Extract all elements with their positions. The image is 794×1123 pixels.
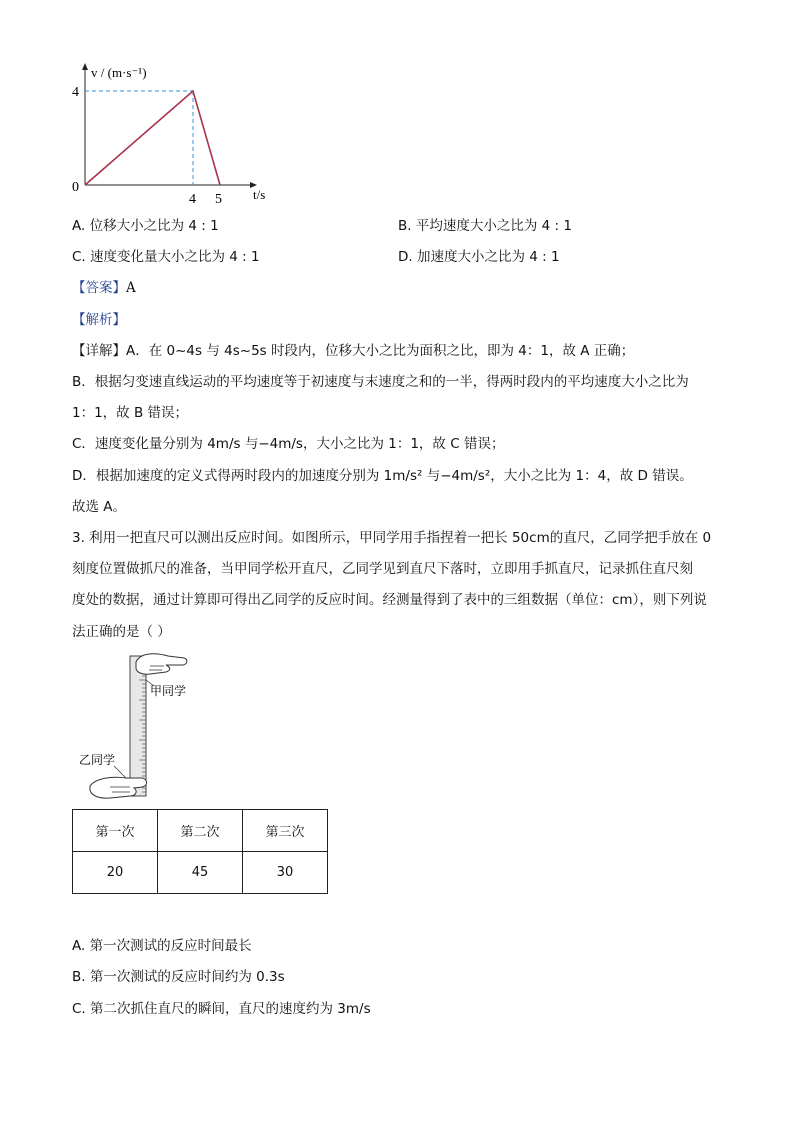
q3-option-b[interactable]: B. 第一次测试的反应时间约为 0.3s bbox=[72, 969, 285, 985]
q3-stem-line: 刻度位置做抓尺的准备，当甲同学松开直尺，乙同学见到直尺下落时，立即用手抓直尺，记录抓住直尺刻 bbox=[72, 561, 693, 577]
analysis-line: C．速度变化量分别为 4m/s 与−4m/s，大小之比为 1：1，故 C 错误； bbox=[72, 436, 505, 452]
q3-option-c[interactable]: C. 第二次抓住直尺的瞬间，直尺的速度约为 3m/s bbox=[72, 1001, 371, 1017]
analysis-line: B．根据匀变速直线运动的平均速度等于初速度与末速度之和的一半，得两时段内的平均速度大小之比为 bbox=[72, 374, 689, 390]
table-row bbox=[73, 852, 328, 894]
top-hand bbox=[136, 654, 187, 674]
table-header-cell: 第二次 bbox=[158, 810, 243, 852]
table-header-cell: 第一次 bbox=[73, 810, 158, 852]
table-cell: 20 bbox=[73, 852, 158, 894]
label-jia: 甲同学 bbox=[150, 684, 187, 698]
measurement-table bbox=[72, 809, 328, 894]
y-axis-label: v / (m·s⁻¹) bbox=[91, 65, 147, 80]
tick-label-y: 4 bbox=[72, 85, 79, 100]
tick-label-x: 5 bbox=[215, 192, 222, 207]
q3-option-a[interactable]: A. 第一次测试的反应时间最长 bbox=[72, 938, 252, 954]
analysis-line: 1：1，故 B 错误； bbox=[72, 405, 189, 421]
table-cell: 30 bbox=[243, 852, 328, 894]
q2-option-d[interactable]: D. 加速度大小之比为 4 : 1 bbox=[398, 249, 560, 265]
answer-label: 【答案】 bbox=[72, 280, 126, 296]
analysis-line: D．根据加速度的定义式得两时段内的加速度分别为 1m/s² 与−4m/s²，大小之比为 1：4，故 D 错误。 bbox=[72, 468, 693, 484]
x-axis-label: t/s bbox=[253, 187, 266, 202]
analysis-label: 【解析】 bbox=[72, 312, 126, 328]
table-header-cell: 第三次 bbox=[243, 810, 328, 852]
velocity-time-chart bbox=[60, 58, 290, 208]
tick-label-x: 4 bbox=[189, 192, 196, 207]
q3-stem-line: 法正确的是（ ） bbox=[72, 624, 171, 640]
table-header-row bbox=[73, 810, 328, 852]
q2-option-c[interactable]: C. 速度变化量大小之比为 4 : 1 bbox=[72, 249, 260, 265]
tick-label-origin: 0 bbox=[72, 180, 79, 195]
ruler-figure bbox=[76, 648, 206, 808]
table-cell: 45 bbox=[158, 852, 243, 894]
q3-stem-line: 度处的数据，通过计算即可得出乙同学的反应时间。经测量得到了表中的三组数据（单位：cm），则下列说 bbox=[72, 592, 707, 608]
answer-value: A bbox=[126, 280, 136, 296]
answer-line bbox=[72, 276, 136, 296]
q2-option-a[interactable]: A. 位移大小之比为 4 : 1 bbox=[72, 218, 219, 234]
ruler bbox=[130, 656, 146, 796]
q2-option-b[interactable]: B. 平均速度大小之比为 4 : 1 bbox=[398, 218, 572, 234]
analysis-line: 故选 A。 bbox=[72, 499, 127, 515]
analysis-line: 【详解】A．在 0~4s 与 4s~5s 时段内，位移大小之比为面积之比，即为 4：1，故 A 正确； bbox=[72, 343, 635, 359]
series-line bbox=[85, 91, 220, 185]
label-yi: 乙同学 bbox=[79, 753, 116, 767]
q3-stem-line: 3. 利用一把直尺可以测出反应时间。如图所示，甲同学用手指捏着一把长 50cm的直尺，乙同学把手放在 0 bbox=[72, 530, 712, 546]
